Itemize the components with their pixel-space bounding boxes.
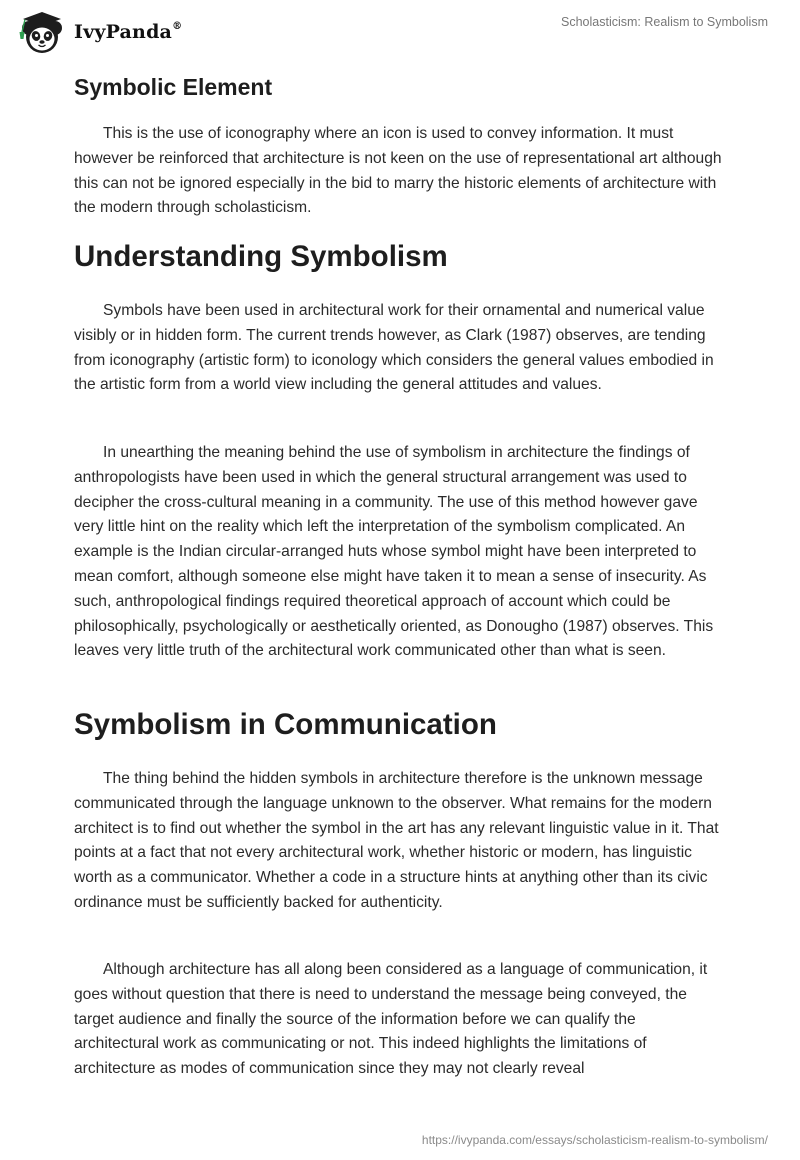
panda-graduate-icon bbox=[16, 8, 68, 56]
document-title: Scholasticism: Realism to Symbolism bbox=[561, 15, 768, 29]
paragraph: Although architecture has all along been considered as a language of communication, it goes without question that there is need to understand the message being conveyed, the target audience and finally the source of the information before we can qualify the architectural work as communicating or not. This indeed highlights the limitations of architecture as modes of communication since they may not clearly reveal bbox=[74, 961, 708, 1078]
paragraph: The thing behind the hidden symbols in architecture therefore is the unknown message communicated through the language unknown to the observer. What remains for the modern architect is to find out whether the symbol in the art has any relevant linguistic value in it. That points at a fact that not every architectural work, whether historic or modern, has linguistic worth as a communicator. Whether a code in a structure hints at anything other than its civic ordinance must be sufficiently backed for authenticity. bbox=[74, 770, 719, 911]
brand-name: IvyPanda® bbox=[74, 20, 183, 43]
paragraph: In unearthing the meaning behind the use of symbolism in architecture the findings of anthropologists have been used in which the general structural arrangement was used to decipher the cross-cultural meaning in a community. The use of this method however gave very little hint on the reality which left the interpretation of the symbolism complicated. An example is the Indian circular-arranged huts whose symbol might have been interpreted to mean comfort, although someone else might have taken it to mean a sense of insecurity. As such, anthropological findings required theoretical approach of account which could be philosophically, psychologically or aesthetically oriented, as Donougho (1987) observes. This leaves very little truth of the architectural work communicated other than what is seen. bbox=[74, 444, 714, 660]
page-header bbox=[0, 0, 800, 64]
section-heading-understanding-symbolism: Understanding Symbolism bbox=[74, 240, 448, 273]
paragraph: This is the use of iconography where an icon is used to convey information. It must however be reinforced that architecture is not keen on the use of representational art although this can not be ignored especially in the bid to marry the historic elements of architecture with the modern through scholasticism. bbox=[74, 125, 722, 217]
source-url-link[interactable]: https://ivypanda.com/essays/scholasticism-realism-to-symbolism/ bbox=[421, 1133, 768, 1147]
section-heading-symbolic-element: Symbolic Element bbox=[74, 74, 273, 100]
paragraph: Symbols have been used in architectural work for their ornamental and numerical value visibly or in hidden form. The current trends however, as Clark (1987) observes, are tending from iconography (artistic form) to iconology which considers the general values embodied in the artistic form from a world view including the general attitudes and values. bbox=[74, 302, 714, 394]
brand-logo[interactable] bbox=[16, 8, 182, 56]
section-heading-symbolism-in-communication: Symbolism in Communication bbox=[74, 708, 497, 741]
